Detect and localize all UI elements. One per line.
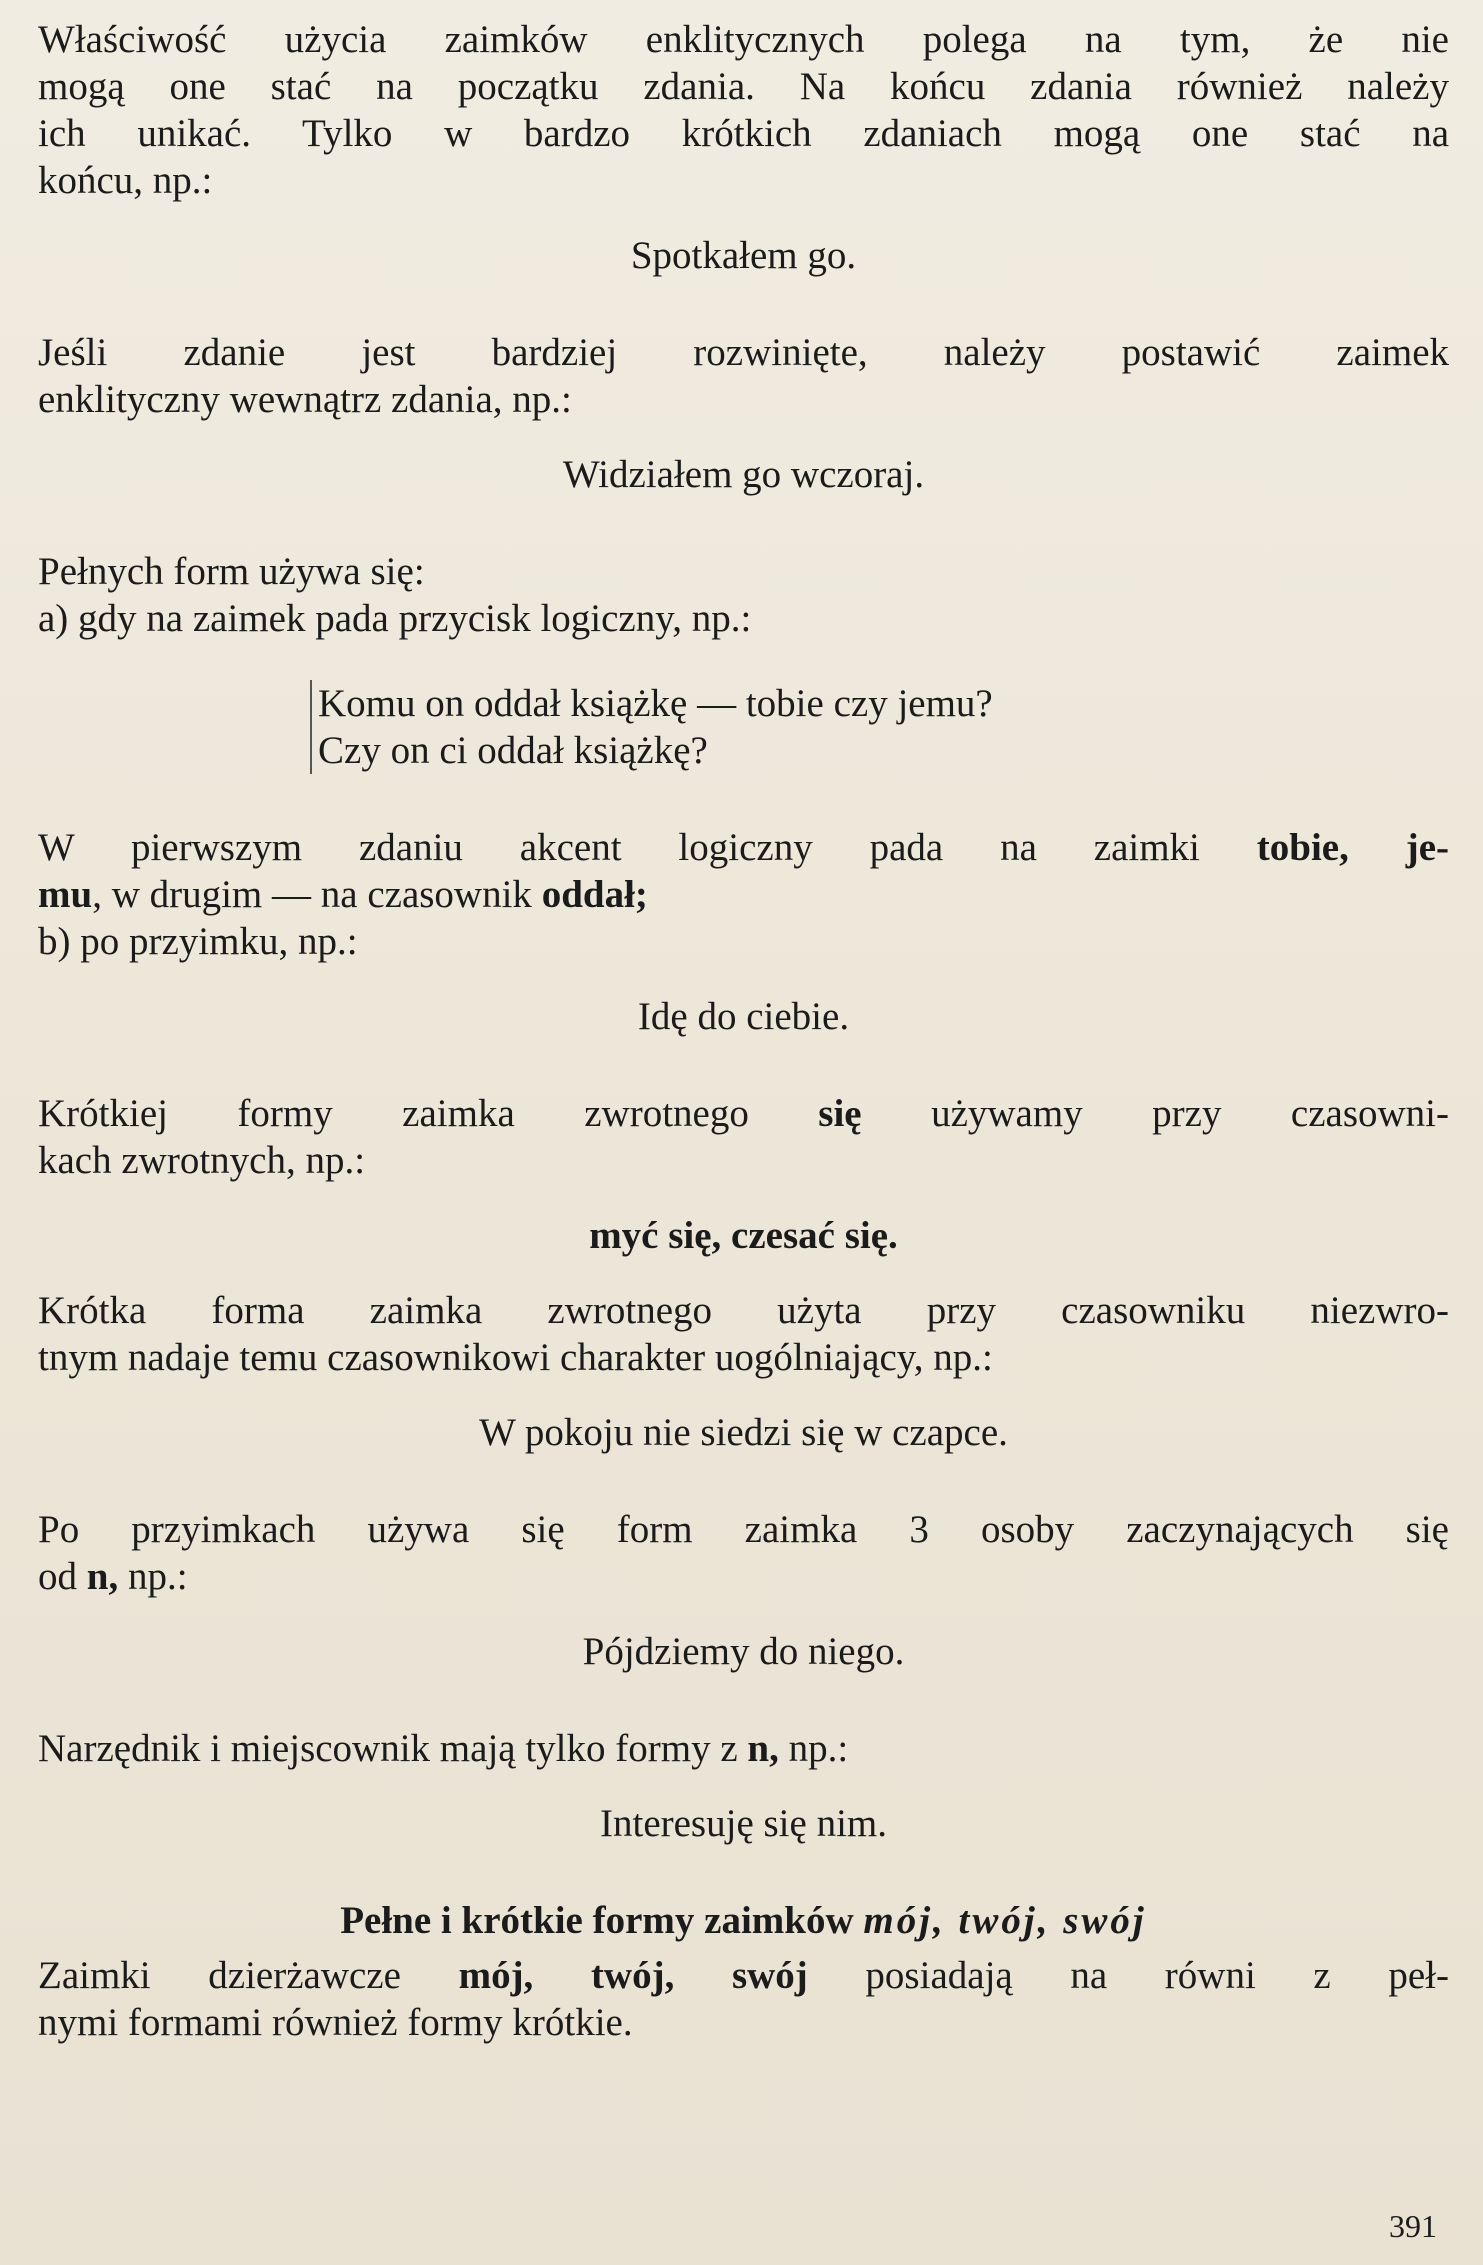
text-line: Po przyimkach używa się form zaimka 3 osoby zaczynających się (38, 1508, 1449, 1551)
bold-term: n, (86, 1555, 119, 1598)
text-line (38, 1952, 1449, 1999)
paragraph-1 (38, 16, 1449, 204)
text-line: b) po przyimku, np.: (38, 920, 358, 963)
bold-term: oddał; (541, 873, 648, 916)
paragraph-7 (38, 1506, 1449, 1600)
section-heading (38, 1897, 1449, 1944)
text-line: Komu on oddał książkę — tobie czy jemu? (318, 682, 993, 725)
paragraph-2 (38, 329, 1449, 423)
example-1: Spotkałem go. (630, 234, 857, 277)
text-line: ich unikać. Tylko w bardzo krótkich zdaniach mogą one stać na (38, 112, 1449, 155)
text-line (38, 1725, 1449, 1772)
paragraph-5 (38, 1090, 1449, 1184)
text-run: np.: (118, 1555, 188, 1598)
text-line (38, 824, 1449, 871)
heading-text: Pełne i krótkie formy zaimków (340, 1899, 864, 1942)
text-line: enklityczny wewnątrz zdania, np.: (38, 378, 572, 421)
text-line: Krótka forma zaimka zwrotnego użyta przy czasowniku niezwro- (38, 1289, 1449, 1332)
text-line: końcu, np.: (38, 159, 213, 202)
example-5 (38, 1212, 1449, 1259)
text-line: Czy on ci oddał książkę? (318, 729, 708, 772)
paragraph-9 (38, 1952, 1449, 2046)
paragraph-3 (38, 548, 1449, 642)
paragraph-8 (38, 1725, 1449, 1772)
text-line (38, 871, 1449, 918)
text-run: , w drugim — na czasownik (92, 873, 542, 916)
example-6: W pokoju nie siedzi się w czapce. (479, 1411, 1008, 1454)
page-number: 391 (1389, 2208, 1437, 2244)
text-line: Właściwość użycia zaimków enklitycznych polega na tym, że nie (38, 18, 1449, 61)
bold-term: n, (747, 1727, 779, 1770)
bold-example: myć się, czesać się. (589, 1214, 898, 1257)
text-run: Zaimki dzierżawcze (38, 1954, 459, 1997)
text-line (38, 1553, 1449, 1600)
text-run: Krótkiej formy zaimka zwrotnego (38, 1092, 819, 1135)
paragraph-4 (38, 824, 1449, 965)
bold-term: się (818, 1092, 862, 1135)
text-line: tnym nadaje temu czasownikowi charakter uogólniający, np.: (38, 1336, 993, 1379)
text-line (38, 1090, 1449, 1137)
heading-italic-text: mój, twój, swój (863, 1899, 1147, 1942)
text-run: używamy przy czasowni- (861, 1092, 1449, 1135)
bold-term: mój, twój, swój (458, 1954, 808, 1997)
text-run: od (38, 1555, 87, 1598)
bold-term: mu (38, 873, 93, 916)
text-line: kach zwrotnych, np.: (38, 1139, 366, 1182)
text-line: nymi formami również formy krótkie. (38, 2001, 633, 2044)
bold-term: tobie, je- (1256, 826, 1450, 869)
paragraph-6 (38, 1287, 1449, 1381)
example-3 (310, 680, 1168, 774)
text-run: Narzędnik i miejscownik mają tylko formy z (38, 1727, 748, 1770)
text-line: Jeśli zdanie jest bardziej rozwinięte, należy postawić zaimek (38, 331, 1449, 374)
text-line: a) gdy na zaimek pada przycisk logiczny, np.: (38, 597, 752, 640)
example-2: Widziałem go wczoraj. (562, 453, 925, 496)
text-line: Pełnych form używa się: (38, 550, 425, 593)
example-7: Pójdziemy do niego. (582, 1630, 905, 1673)
text-run: np.: (778, 1727, 849, 1770)
text-line: mogą one stać na początku zdania. Na końcu zdania również należy (38, 65, 1449, 108)
text-run: posiadają na równi z peł- (807, 1954, 1449, 1997)
example-8: Interesuję się nim. (600, 1802, 887, 1845)
text-run: W pierwszym zdaniu akcent logiczny pada na zaimki (38, 826, 1257, 869)
example-4: Idę do ciebie. (637, 995, 850, 1038)
